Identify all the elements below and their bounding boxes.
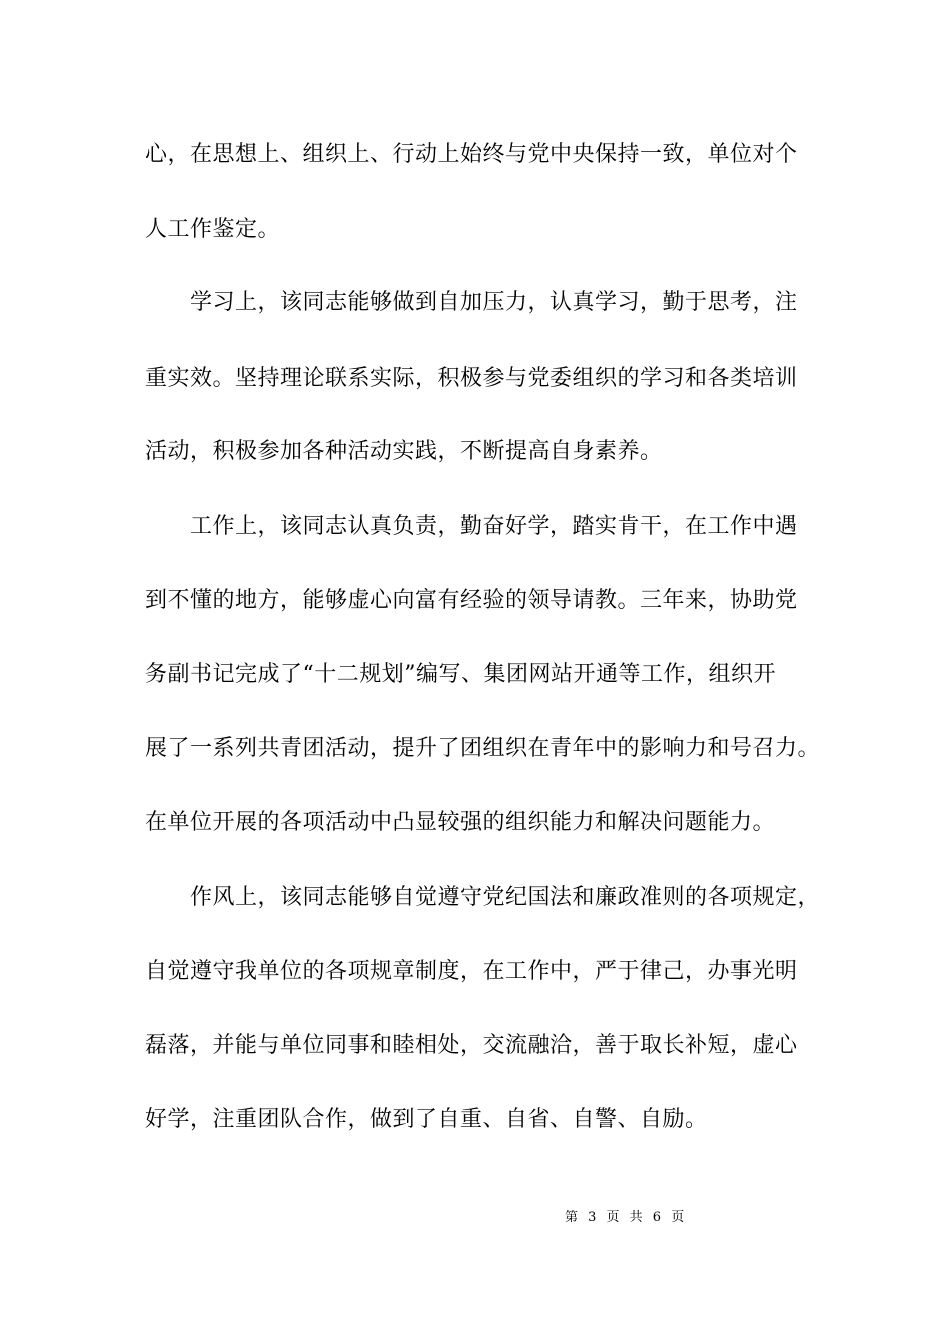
paragraph-line: 学习上，该同志能够做到自加压力，认真学习，勤于思考，注 [190,290,798,315]
paragraph-line: 好学，注重团队合作，做到了自重、自省、自警、自励。 [145,1107,708,1132]
paragraph-line: 活动，积极参加各种活动实践，不断提高自身素养。 [145,439,663,464]
paragraph-line: 展了一系列共青团活动，提升了团组织在青年中的影响力和号召力。 [145,736,821,761]
paragraph-line: 重实效。坚持理论联系实际，积极参与党委组织的学习和各类培训 [145,366,798,391]
paragraph-line: 务副书记完成了“十二规划”编写、集团网站开通等工作，组织开 [145,662,776,687]
paragraph-line: 作风上，该同志能够自觉遵守党纪国法和廉政准则的各项规定， [190,885,821,910]
paragraph-line: 自觉遵守我单位的各项规章制度，在工作中，严于律己，办事光明 [145,959,798,984]
paragraph-line: 心，在思想上、组织上、行动上始终与党中央保持一致，单位对个 [145,142,798,167]
page-number-footer: 第 3 页 共 6 页 [565,1210,686,1225]
paragraph-line: 磊落，并能与单位同事和睦相处，交流融洽，善于取长补短，虚心 [145,1033,798,1058]
paragraph-line: 在单位开展的各项活动中凸显较强的组织能力和解决问题能力。 [145,810,776,835]
paragraph-line: 到不懂的地方，能够虚心向富有经验的领导请教。三年来，协助党 [145,588,798,613]
paragraph-line: 工作上，该同志认真负责，勤奋好学，踏实肯干，在工作中遇 [190,514,798,539]
paragraph-line: 人工作鉴定。 [145,217,281,242]
